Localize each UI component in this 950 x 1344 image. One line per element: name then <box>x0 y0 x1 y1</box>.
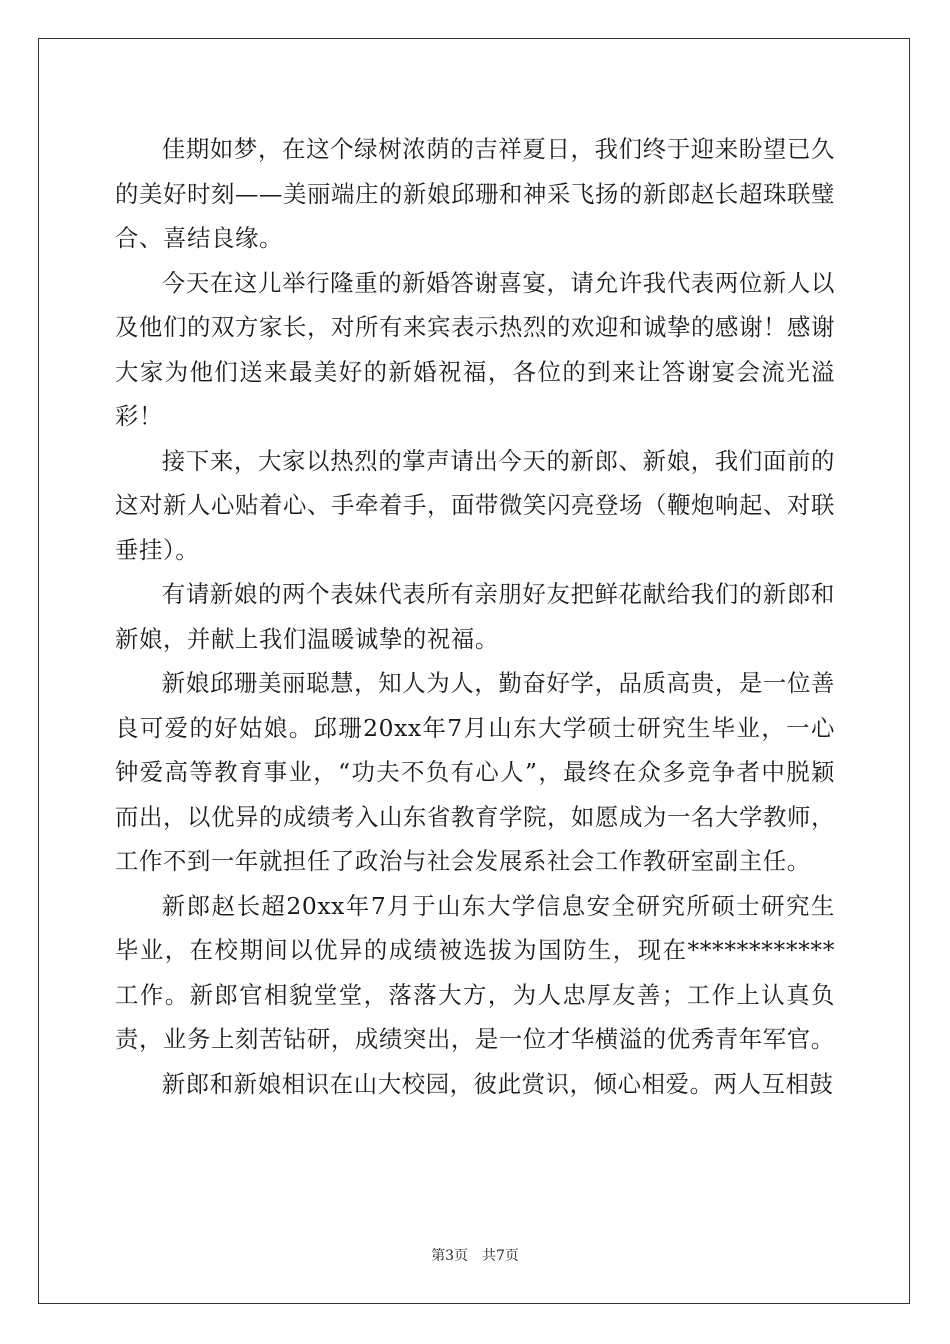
paragraph-7: 新郎和新娘相识在山大校园，彼此赏识，倾心相爱。两人互相鼓 <box>161 1069 834 1098</box>
paragraph-6: 新郎赵长超20xx年7月于山东大学信息安全研究所硕士研究生毕业，在校期间以优异的成绩被选拔为国防生，现在************工作。新郎官相貌堂堂，落落大方，为人忠厚友善；工作上认真负责，业务上刻苦钻研，成绩突出，是一位才华横溢的优秀青年军官。 <box>115 891 835 1053</box>
document-body <box>115 127 835 1106</box>
paragraph-1: 佳期如梦，在这个绿树浓荫的吉祥夏日，我们终于迎来盼望已久的美好时刻——美丽端庄的新娘邱珊和神采飞扬的新郎赵长超珠联璧合、喜结良缘。 <box>115 135 835 252</box>
page-number: 第3页 共7页 <box>431 1248 519 1264</box>
paragraph-3: 接下来，大家以热烈的掌声请出今天的新郎、新娘，我们面前的这对新人心贴着心、手牵着手，面带微笑闪亮登场（鞭炮响起、对联垂挂）。 <box>115 446 835 564</box>
paragraph-5: 新娘邱珊美丽聪慧，知人为人，勤奋好学，品质高贵，是一位善良可爱的好姑娘。邱珊20xx年7月山东大学硕士研究生毕业，一心钟爱高等教育事业，“功夫不负有心人”，最终在众多竞争者中脱颖而出，以优异的成绩考入山东省教育学院，如愿成为一名大学教师，工作不到一年就担任了政治与社会发展系社会工作教研室副主任。 <box>115 669 835 875</box>
paragraph-4: 有请新娘的两个表妹代表所有亲朋好友把鲜花献给我们的新郎和新娘，并献上我们温暖诚挚的祝福。 <box>115 580 835 653</box>
paragraph-2: 今天在这儿举行隆重的新婚答谢喜宴，请允许我代表两位新人以及他们的双方家长，对所有来宾表示热烈的欢迎和诚挚的感谢！感谢大家为他们送来最美好的新婚祝福，各位的到来让答谢宴会流光溢彩！ <box>115 268 835 430</box>
